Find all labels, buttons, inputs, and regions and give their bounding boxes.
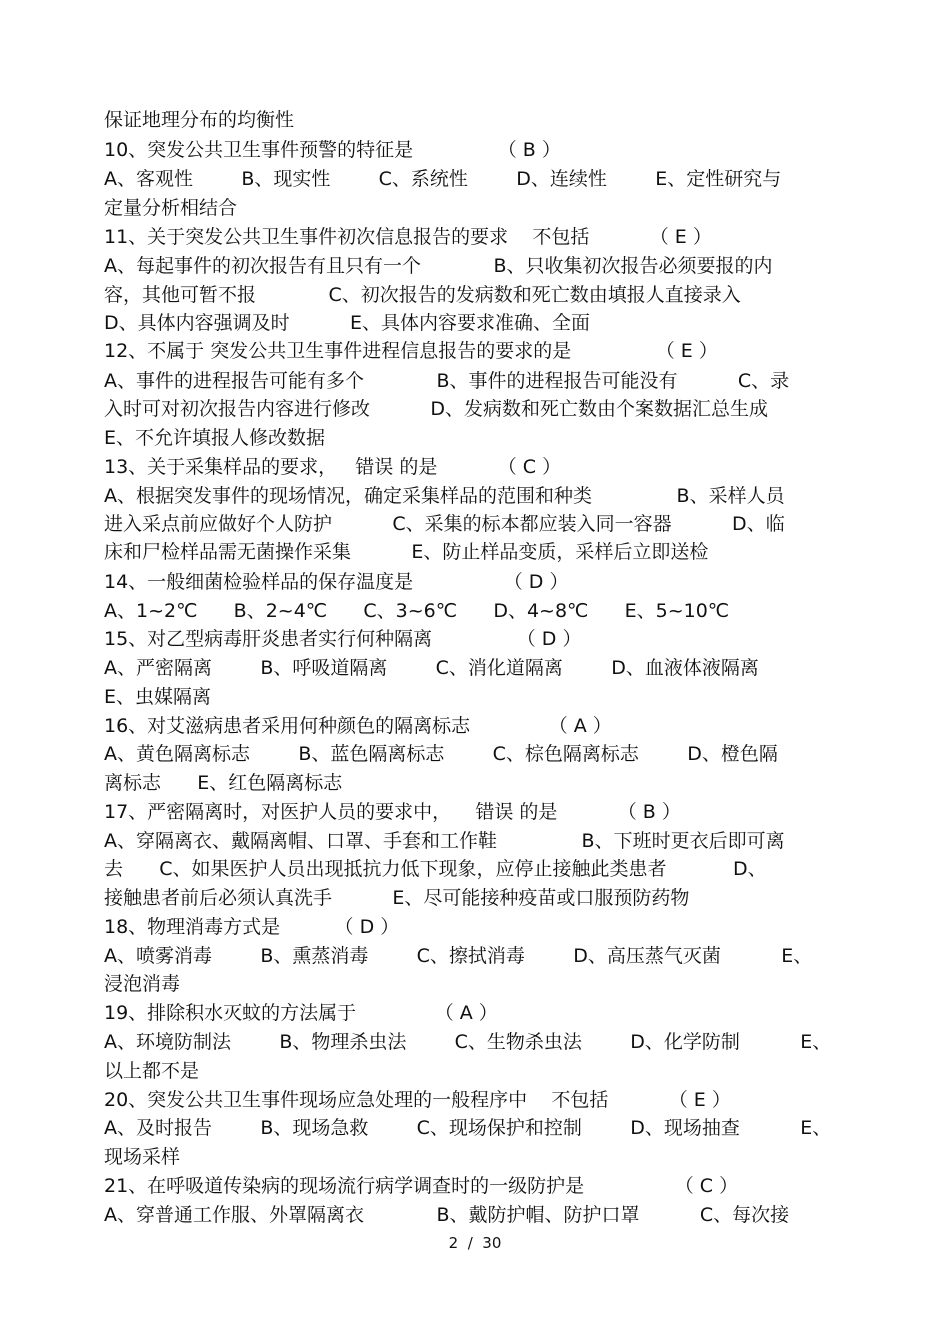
- text-line: A、环境防制法 B、物理杀虫法 C、生物杀虫法 D、化学防制 E、: [104, 1031, 832, 1053]
- text-line: E、虫媒隔离: [104, 686, 212, 708]
- text-line: 现场采样: [104, 1146, 181, 1168]
- text-line: A、穿隔离衣、戴隔离帽、口罩、手套和工作鞋 B、下班时更衣后即可离: [104, 830, 785, 852]
- text-line: 以上都不是: [104, 1060, 200, 1082]
- text-line: A、喷雾消毒 B、熏蒸消毒 C、擦拭消毒 D、高压蒸气灭菌 E、: [104, 945, 813, 967]
- text-line: D、具体内容强调及时 E、具体内容要求准确、全面: [104, 312, 591, 334]
- text-line: 入时可对初次报告内容进行修改 D、发病数和死亡数由个案数据汇总生成: [104, 398, 769, 420]
- question-15: 15、对乙型病毒肝炎患者实行何种隔离 （ D ）: [104, 628, 582, 650]
- question-17: 17、严密隔离时，对医护人员的要求中， 错误 的是 （ B ）: [104, 801, 681, 823]
- text-line: 保证地理分布的均衡性: [104, 109, 295, 131]
- text-line: A、1~2℃ B、2~4℃ C、3~6℃ D、4~8℃ E、5~10℃: [104, 600, 730, 622]
- text-line: A、根据突发事件的现场情况，确定采集样品的范围和种类 B、采样人员: [104, 485, 785, 507]
- text-line: A、客观性 B、现实性 C、系统性 D、连续性 E、定性研究与: [104, 168, 782, 190]
- question-20: 20、突发公共卫生事件现场应急处理的一般程序中 不包括 （ E ）: [104, 1089, 731, 1111]
- text-line: A、穿普通工作服、外罩隔离衣 B、戴防护帽、防护口罩 C、每次接: [104, 1204, 790, 1226]
- page-number: 2 / 30: [448, 1234, 502, 1252]
- text-line: 离标志 E、红色隔离标志: [104, 772, 343, 794]
- text-line: A、黄色隔离标志 B、蓝色隔离标志 C、棕色隔离标志 D、橙色隔: [104, 743, 778, 765]
- text-line: 定量分析相结合: [104, 197, 238, 219]
- question-19: 19、排除积水灭蚊的方法属于 （ A ）: [104, 1002, 498, 1024]
- text-line: A、严密隔离 B、呼吸道隔离 C、消化道隔离 D、血液体液隔离: [104, 657, 759, 679]
- text-line: E、不允许填报人修改数据: [104, 427, 326, 449]
- text-line: A、事件的进程报告可能有多个 B、事件的进程报告可能没有 C、录: [104, 370, 790, 392]
- question-12: 12、不属于 突发公共卫生事件进程信息报告的要求的是 （ E ）: [104, 340, 718, 362]
- question-10: 10、突发公共卫生事件预警的特征是 （ B ）: [104, 139, 561, 161]
- question-14: 14、一般细菌检验样品的保存温度是 （ D ）: [104, 571, 569, 593]
- question-21: 21、在呼吸道传染病的现场流行病学调查时的一级防护是 （ C ）: [104, 1175, 739, 1197]
- question-18: 18、物理消毒方式是 （ D ）: [104, 916, 400, 938]
- question-13: 13、关于采集样品的要求， 错误 的是 （ C ）: [104, 456, 562, 478]
- question-16: 16、对艾滋病患者采用何种颜色的隔离标志 （ A ）: [104, 715, 612, 737]
- text-line: A、每起事件的初次报告有且只有一个 B、只收集初次报告必须要报的内: [104, 255, 773, 277]
- text-line: 浸泡消毒: [104, 973, 181, 995]
- question-11: 11、关于突发公共卫生事件初次信息报告的要求 不包括 （ E ）: [104, 226, 712, 248]
- text-line: 接触患者前后必须认真洗手 E、尽可能接种疫苗或口服预防药物: [104, 887, 690, 909]
- text-line: 床和尸检样品需无菌操作采集 E、防止样品变质，采样后立即送检: [104, 541, 709, 563]
- text-line: 去 C、如果医护人员出现抵抗力低下现象，应停止接触此类患者 D、: [104, 858, 767, 880]
- text-line: A、及时报告 B、现场急救 C、现场保护和控制 D、现场抽查 E、: [104, 1117, 832, 1139]
- text-line: 进入采点前应做好个人防护 C、采集的标本都应装入同一容器 D、临: [104, 513, 785, 535]
- text-line: 容，其他可暂不报 C、初次报告的发病数和死亡数由填报人直接录入: [104, 284, 741, 306]
